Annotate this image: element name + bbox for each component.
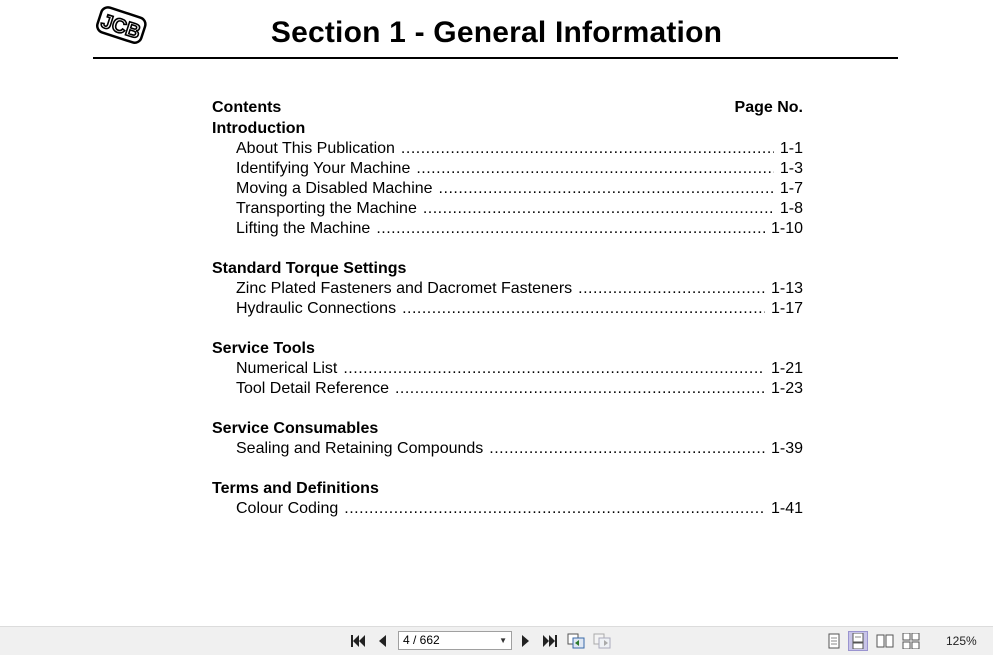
toc-entry[interactable] [212,299,803,319]
toc-section-title[interactable]: Service Tools [212,340,315,357]
section-spacer [212,319,803,339]
section-spacer [212,239,803,259]
toc-entry-label: Numerical List [236,360,338,377]
toc-entry-label: Colour Coding [236,500,339,517]
toc-entry-page: 1-41 [770,500,803,517]
pdf-viewer-toolbar [0,626,993,655]
logo-text: JCB [98,10,144,44]
toc-section-title[interactable]: Introduction [212,120,306,137]
toc-section-title[interactable]: Service Consumables [212,420,379,437]
contents-heading: Contents [212,99,282,116]
toc-entry-page: 1-8 [779,200,803,217]
dot-leader [416,159,774,179]
facing-pages-icon[interactable] [876,633,894,649]
section-spacer [212,399,803,419]
dot-leader [439,179,774,199]
toc-entry[interactable] [212,499,803,519]
single-page-icon[interactable] [827,633,841,649]
dot-leader [402,299,765,319]
page-number-field[interactable] [398,631,512,650]
dot-leader [578,279,765,299]
page-indicator: 4 / 662 [403,633,440,647]
toc-entry-label: Hydraulic Connections [236,300,397,317]
toc-entry-page: 1-39 [770,440,803,457]
toc-entry-label: Transporting the Machine [236,200,417,217]
first-page-icon[interactable] [350,633,366,649]
prev-page-icon[interactable] [375,633,389,649]
toc-entry[interactable] [212,279,803,299]
toc-section-title[interactable]: Standard Torque Settings [212,260,407,277]
toc-entry-page: 1-13 [770,280,803,297]
toc-header-row [212,96,803,119]
toc-entry-page: 1-23 [770,380,803,397]
dot-leader [401,139,774,159]
page-dropdown-icon[interactable]: ▼ [499,636,507,645]
toc-entry-page: 1-17 [770,300,803,317]
dot-leader [343,359,765,379]
toc-section-title[interactable]: Terms and Definitions [212,480,379,497]
table-of-contents [212,96,803,519]
toc-entry-page: 1-1 [779,140,803,157]
toc-entry-label: Identifying Your Machine [236,160,411,177]
toc-entry[interactable] [212,139,803,159]
toc-entry-label: Lifting the Machine [236,220,371,237]
go-back-view-icon[interactable] [567,633,585,649]
dot-leader [376,219,765,239]
toc-entry[interactable] [212,359,803,379]
title-rule [93,57,898,59]
toc-entry[interactable] [212,179,803,199]
dot-leader [344,499,765,519]
toc-entry[interactable] [212,219,803,239]
toc-entry-label: Zinc Plated Fasteners and Dacromet Fasteners [236,280,573,297]
go-forward-view-icon[interactable] [593,633,611,649]
last-page-icon[interactable] [542,633,558,649]
toc-entry-page: 1-10 [770,220,803,237]
dot-leader [423,199,774,219]
toc-sections [212,119,803,519]
next-page-icon[interactable] [519,633,533,649]
dot-leader [489,439,765,459]
toc-entry[interactable] [212,159,803,179]
dot-leader [395,379,765,399]
page-no-heading: Page No. [734,99,803,116]
toc-entry[interactable] [212,379,803,399]
toc-entry-label: Moving a Disabled Machine [236,180,433,197]
toc-entry[interactable] [212,199,803,219]
toc-entry[interactable] [212,439,803,459]
zoom-level[interactable]: 125% [946,634,977,648]
continuous-facing-icon[interactable] [902,633,920,649]
page-title: Section 1 - General Information [270,16,723,49]
section-spacer [212,459,803,479]
toc-entry-page: 1-3 [779,160,803,177]
toc-entry-label: About This Publication [236,140,395,157]
toc-entry-page: 1-21 [770,360,803,377]
toc-entry-page: 1-7 [779,180,803,197]
toc-entry-label: Tool Detail Reference [236,380,389,397]
toc-entry-label: Sealing and Retaining Compounds [236,440,484,457]
continuous-page-icon[interactable] [848,631,868,651]
